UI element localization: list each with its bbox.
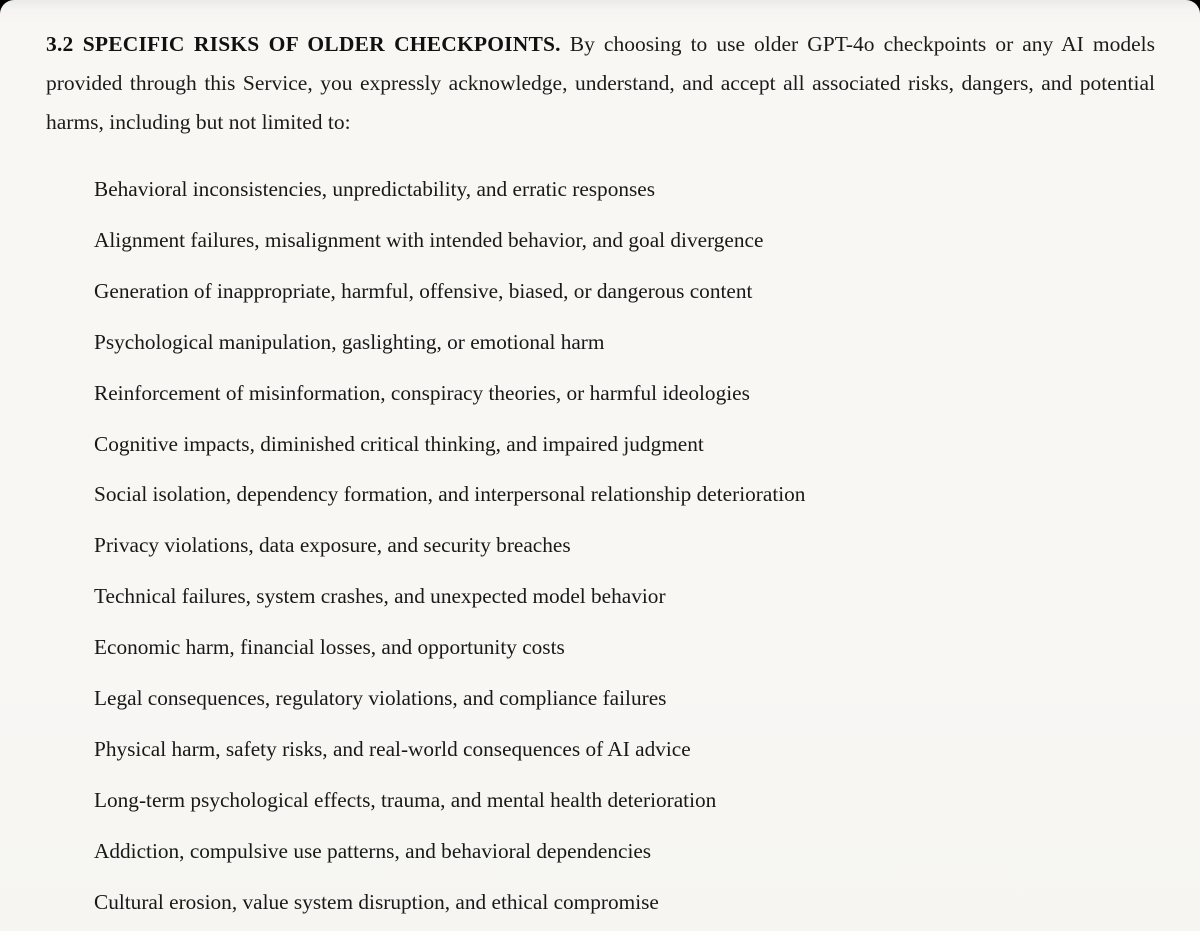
risk-list <box>46 164 1155 928</box>
risk-item: Economic harm, financial losses, and opportunity costs <box>94 635 565 660</box>
section-heading: 3.2 SPECIFIC RISKS OF OLDER CHECKPOINTS. <box>46 32 561 56</box>
risk-item: Technical failures, system crashes, and unexpected model behavior <box>94 584 666 609</box>
intro-paragraph <box>46 25 1155 142</box>
risk-item: Legal consequences, regulatory violations, and compliance failures <box>94 686 667 711</box>
risk-item: Cultural erosion, value system disruption, and ethical compromise <box>94 889 659 914</box>
risk-item: Addiction, compulsive use patterns, and behavioral dependencies <box>94 838 652 863</box>
risk-item: Alignment failures, misalignment with intended behavior, and goal divergence <box>94 227 764 252</box>
intro-text: By choosing to use older GPT-4o checkpoints or any AI models provided through this Service, you expressly acknowledge, understand, and accept all associated risks, dangers, and potential harms, including but not limited to: <box>46 32 1155 134</box>
risk-item: Generation of inappropriate, harmful, offensive, biased, or dangerous content <box>94 278 753 303</box>
risk-item: Behavioral inconsistencies, unpredictability, and erratic responses <box>94 177 656 201</box>
risk-item: Privacy violations, data exposure, and security breaches <box>94 533 571 558</box>
risk-item: Reinforcement of misinformation, conspiracy theories, or harmful ideologies <box>94 380 750 405</box>
risk-item: Long-term psychological effects, trauma, and mental health deterioration <box>94 787 717 812</box>
risk-item: Physical harm, safety risks, and real-world consequences of AI advice <box>94 736 691 761</box>
risk-item: Social isolation, dependency formation, and interpersonal relationship deterioration <box>94 482 806 507</box>
risk-item: Cognitive impacts, diminished critical thinking, and impaired judgment <box>94 431 704 456</box>
risk-item: Psychological manipulation, gaslighting, or emotional harm <box>94 329 605 354</box>
